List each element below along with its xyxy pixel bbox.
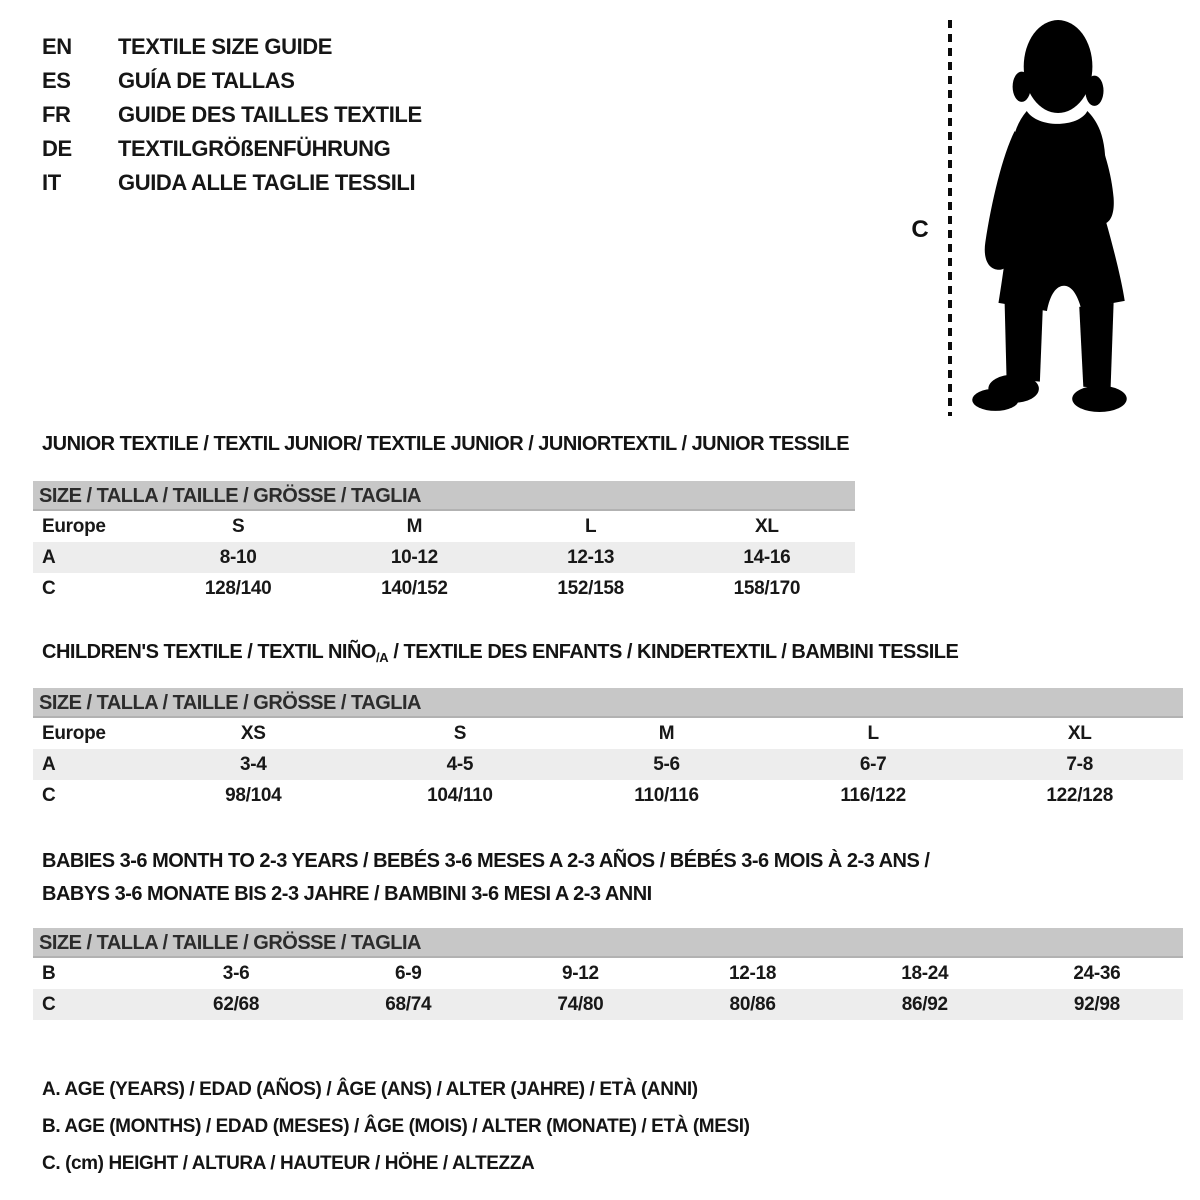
toddler-silhouette-icon <box>966 14 1138 418</box>
row-label: Europe <box>42 515 106 537</box>
language-row-it <box>42 166 422 200</box>
children-column-header-row <box>33 718 1183 749</box>
babies-section-title <box>42 845 929 911</box>
column-header: XS <box>240 722 266 744</box>
height-measure-dashed-line <box>948 20 952 416</box>
table-cell: 12-18 <box>729 962 777 984</box>
table-cell: 8-10 <box>219 546 257 568</box>
column-header: M <box>658 722 675 744</box>
babies-row-months <box>33 958 1183 989</box>
table-cell: 104/110 <box>427 784 493 806</box>
table-cell: 152/158 <box>557 577 624 599</box>
table-cell: 62/68 <box>213 993 260 1015</box>
junior-column-header-row <box>33 511 855 542</box>
language-code: IT <box>42 170 61 195</box>
language-row-de <box>42 132 422 166</box>
height-marker-label: C <box>911 216 929 243</box>
table-cell: 98/104 <box>225 784 282 806</box>
column-header: S <box>453 722 467 744</box>
guide-title-fr: GUIDE DES TAILLES TEXTILE <box>118 102 422 127</box>
table-cell: 5-6 <box>653 753 680 775</box>
table-cell: 6-7 <box>859 753 887 775</box>
legend-height-cm: C. (cm) HEIGHT / ALTURA / HAUTEUR / HÖHE / ALTEZZA <box>42 1153 535 1174</box>
table-cell: 158/170 <box>733 577 801 599</box>
column-header: XL <box>755 515 779 537</box>
junior-row-age <box>33 542 855 573</box>
row-label: A <box>42 546 56 568</box>
size-header-bar: SIZE / TALLA / TAILLE / GRÖSSE / TAGLIA <box>33 688 1183 718</box>
size-header-bar: SIZE / TALLA / TAILLE / GRÖSSE / TAGLIA <box>33 928 1183 958</box>
table-cell: 116/122 <box>840 784 906 806</box>
children-size-table <box>33 688 1183 811</box>
guide-title-de: TEXTILGRÖßENFÜHRUNG <box>118 136 391 161</box>
column-header: M <box>406 515 423 537</box>
children-title-main: CHILDREN'S TEXTILE / TEXTIL NIÑO <box>42 641 376 663</box>
legend-age-months: B. AGE (MONTHS) / EDAD (MESES) / ÂGE (MOIS) / ALTER (MONATE) / ETÀ (MESI) <box>42 1116 750 1137</box>
guide-title-en: TEXTILE SIZE GUIDE <box>118 34 333 59</box>
row-label: A <box>42 753 56 775</box>
table-cell: 140/152 <box>381 577 448 599</box>
column-header: L <box>867 722 879 744</box>
language-row-es <box>42 64 422 98</box>
guide-title-es: GUÍA DE TALLAS <box>118 68 295 93</box>
table-cell: 3-4 <box>240 753 267 775</box>
column-header: XL <box>1067 722 1092 744</box>
row-label: C <box>42 577 56 599</box>
table-cell: 10-12 <box>390 546 438 568</box>
language-code: FR <box>42 102 71 127</box>
legend-age-years: A. AGE (YEARS) / EDAD (AÑOS) / ÂGE (ANS) / ALTER (JAHRE) / ETÀ (ANNI) <box>42 1079 698 1100</box>
language-code: EN <box>42 34 72 59</box>
children-title-subscript: /A <box>375 650 389 665</box>
measurement-legend <box>42 1071 750 1182</box>
language-code: ES <box>42 68 71 93</box>
table-cell: 110/116 <box>634 784 699 806</box>
language-row-en <box>42 30 422 64</box>
junior-size-table <box>33 481 855 604</box>
babies-row-height <box>33 989 1183 1020</box>
children-title-rest: / TEXTILE DES ENFANTS / KINDERTEXTIL / BAMBINI TESSILE <box>388 641 959 663</box>
table-cell: 68/74 <box>385 993 432 1015</box>
children-row-height <box>33 780 1183 811</box>
table-cell: 128/140 <box>204 577 272 599</box>
table-cell: 6-9 <box>394 962 422 984</box>
column-header: S <box>231 515 245 537</box>
table-cell: 92/98 <box>1073 993 1120 1015</box>
table-cell: 24-36 <box>1073 962 1121 984</box>
table-cell: 18-24 <box>901 962 949 984</box>
table-cell: 80/86 <box>729 993 776 1015</box>
row-label: C <box>42 784 56 806</box>
table-cell: 74/80 <box>557 993 604 1015</box>
row-label: Europe <box>42 722 106 744</box>
table-cell: 4-5 <box>446 753 474 775</box>
language-row-fr <box>42 98 422 132</box>
table-cell: 122/128 <box>1046 784 1113 806</box>
junior-section-title: JUNIOR TEXTILE / TEXTIL JUNIOR/ TEXTILE JUNIOR / JUNIORTEXTIL / JUNIOR TESSILE <box>42 433 850 455</box>
table-cell: 7-8 <box>1066 753 1093 775</box>
table-cell: 86/92 <box>901 993 948 1015</box>
children-section-title <box>42 641 958 664</box>
babies-size-table <box>33 928 1183 1020</box>
table-cell: 9-12 <box>562 962 599 984</box>
babies-title-line1: BABIES 3-6 MONTH TO 2-3 YEARS / BEBÉS 3-6 MESES A 2-3 AÑOS / BÉBÉS 3-6 MOIS À 2-3 ANS / <box>42 850 930 872</box>
guide-title-it: GUIDA ALLE TAGLIE TESSILI <box>118 170 416 195</box>
junior-row-height <box>33 573 855 604</box>
children-row-age <box>33 749 1183 780</box>
row-label: B <box>42 962 56 984</box>
table-cell: 3-6 <box>222 962 250 984</box>
table-cell: 14-16 <box>743 546 791 568</box>
table-cell: 12-13 <box>567 546 615 568</box>
row-label: C <box>42 993 56 1015</box>
babies-title-line2: BABYS 3-6 MONATE BIS 2-3 JAHRE / BAMBINI 3-6 MESI A 2-3 ANNI <box>42 883 652 905</box>
column-header: L <box>584 515 597 537</box>
language-title-list <box>42 30 422 200</box>
language-code: DE <box>42 136 72 161</box>
size-header-bar: SIZE / TALLA / TAILLE / GRÖSSE / TAGLIA <box>33 481 855 511</box>
